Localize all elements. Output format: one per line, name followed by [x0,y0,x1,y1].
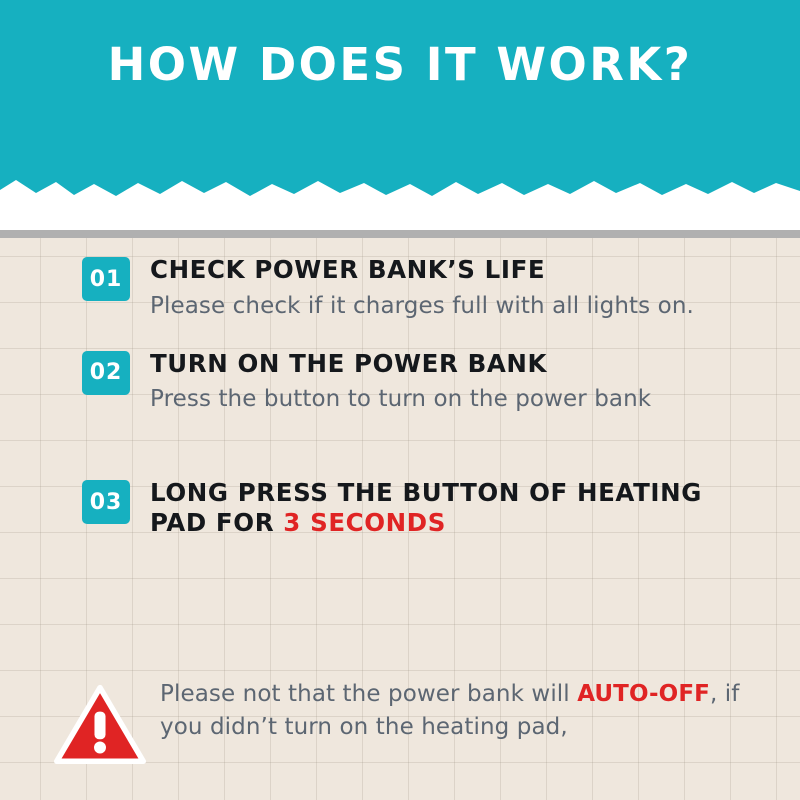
note-text-middle: , if you didn’t turn on the heating pad, [160,681,740,741]
step-content [150,255,728,323]
list-item [0,349,800,417]
step-content [150,349,728,417]
step-number-badge: 02 [82,351,130,395]
steps-list [0,255,800,564]
torn-edge-paper [0,160,800,230]
step-title-main: LONG PRESS THE BUTTON OF HEATING PAD FOR [150,478,702,537]
step-title: TURN ON THE POWER BANK [150,348,548,378]
step-title-highlight: 3 SECONDS [283,507,446,537]
page-title: HOW DOES IT WORK? [107,38,693,91]
warning-note [0,678,800,765]
list-item [0,478,800,538]
note-text-before: Please not that the power bank will [160,681,578,707]
step-content [150,478,728,538]
step-description: Please check if it charges full with all lights on. [150,292,694,319]
step-number-badge: 03 [82,480,130,524]
step-title: CHECK POWER BANK’S LIFE [150,255,546,284]
warning-triangle-icon [54,684,146,765]
note-highlight: AUTO-OFF [577,681,710,707]
step-number-badge: 01 [82,257,130,301]
list-item [0,255,800,323]
step-description: Press the button to turn on the power bank [150,386,652,413]
step-title [150,478,728,538]
warning-note-text [160,678,740,745]
